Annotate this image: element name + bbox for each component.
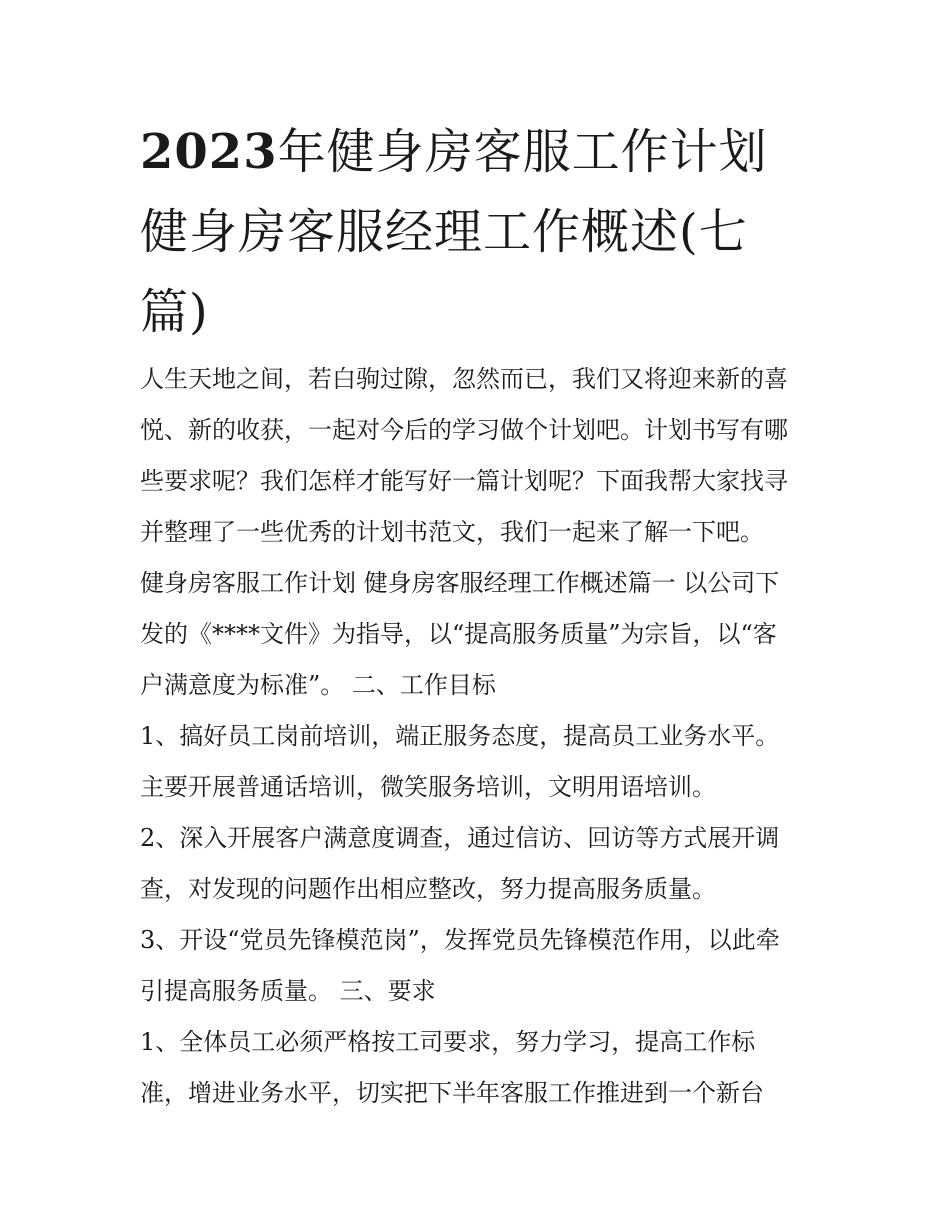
body-line: 发的《****文件》为指导，以“提高服务质量”为宗旨，以“客 [140, 620, 777, 648]
title-year: 2023 [140, 124, 278, 180]
title-line-1 [140, 112, 820, 192]
body-line: 1、全体员工必须严格按工司要求，努力学习，提高工作标 [140, 1028, 756, 1056]
body-line: 健身房客服工作计划 健身房客服经理工作概述篇一 以公司下 [140, 569, 780, 597]
body-line: 1、搞好员工岗前培训，端正服务态度，提高员工业务水平。 [140, 722, 780, 750]
body-line: 些要求呢？我们怎样才能写好一篇计划呢？下面我帮大家找寻 [140, 467, 788, 495]
body-line: 3、开设“党员先锋模范岗”，发挥党员先锋模范作用，以此牵 [140, 926, 780, 954]
body-line: 主要开展普通话培训，微笑服务培训，文明用语培训。 [140, 773, 716, 801]
body-line: 人生天地之间，若白驹过隙，忽然而已，我们又将迎来新的喜 [140, 365, 788, 393]
document-title [140, 112, 820, 352]
document-body [140, 354, 830, 1119]
body-line: 悦、新的收获，一起对今后的学习做个计划吧。计划书写有哪 [140, 416, 788, 444]
body-line: 并整理了一些优秀的计划书范文，我们一起来了解一下吧。 [140, 518, 764, 546]
body-line: 引提高服务质量。 三、要求 [140, 977, 436, 1005]
title-line-1-text: 年健身房客服工作计划 [277, 124, 768, 180]
body-line: 户满意度为标准”。 二、工作目标 [140, 671, 496, 699]
body-line: 准，增进业务水平，切实把下半年客服工作推进到一个新台 [140, 1079, 764, 1107]
title-line-3: 篇) [140, 284, 209, 340]
body-line: 2、深入开展客户满意度调查，通过信访、回访等方式展开调 [140, 824, 780, 852]
title-line-2: 健身房客服经理工作概述(七 [140, 204, 748, 260]
body-line: 查，对发现的问题作出相应整改，努力提高服务质量。 [140, 875, 716, 903]
